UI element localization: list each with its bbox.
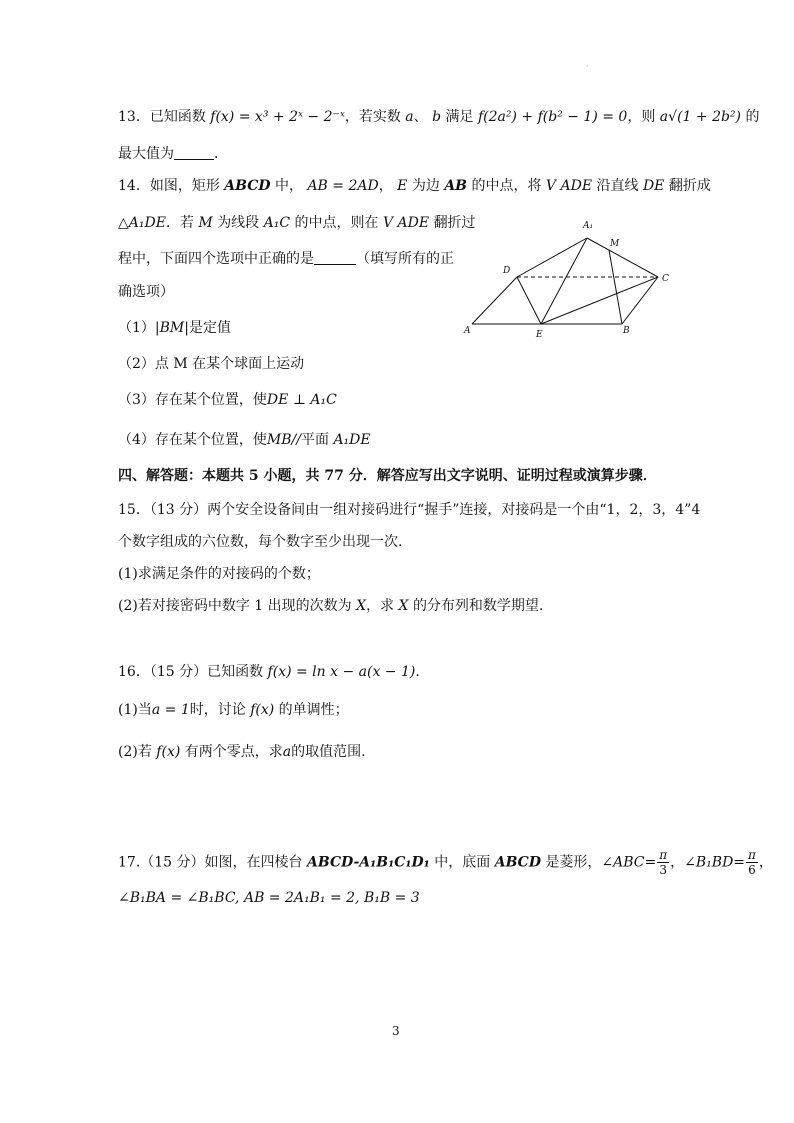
fold-figure [462,214,677,342]
edge-DE [517,277,541,324]
fold-diagram [462,214,677,342]
answer-blank [174,145,214,160]
q17-line-2: ∠B₁BA = ∠B₁BC, AB = 2A₁B₁ = 2, B₁B = 3 [118,890,420,906]
label-D: D [503,266,511,276]
q13-line-2: 最大值为 ． [118,146,228,162]
q14-line-1: 14．如图，矩形 ABCD 中， AB = 2AD， E 为边 AB 的中点，将 V ADE 沿直线 DE 翻折成 [118,178,711,194]
section-heading: 四、解答题：本题共 5 小题，共 77 分．解答应写出文字说明、证明过程或演算步骤． [118,468,657,484]
q15-part-2: (2)若对接密码中数字 1 出现的次数为 X，求 X 的分布列和数学期望. [118,598,544,614]
q15-line-1: 15．（13 分）两个安全设备间由一组对接码进行“握手”连接，对接码是一个由“1，2，3，4”4 [118,502,701,518]
q14-option-3: （3）存在某个位置，使DE ⊥ A₁C [118,392,337,408]
q14-line-2: △A₁DE．若 M 为线段 A₁C 的中点，则在 V ADE 翻折过 [118,215,476,231]
q16-part-1: (1)当a = 1时，讨论 f(x) 的单调性； [118,702,349,718]
q15-part-1: (1)求满足条件的对接码的个数； [118,566,320,582]
q17-line-1: 17.（15 分）如图，在四棱台 ABCD-A₁B₁C₁D₁ 中，底面 ABCD 是菱形，∠ABC= $\frac{\pi}{3}$ ，∠B₁BD= $\frac{\pi}{6}$ ， [118,848,773,877]
fraction-pi-over-6: $\frac{\pi}{6}$ [748,848,756,877]
q14-option-2: （2）点 M 在某个球面上运动 [118,356,305,372]
edge-AD [472,277,517,324]
q13-number: 13． [118,109,150,125]
label-E: E [536,330,543,340]
q13-target: a√(1 + 2b²) [659,109,742,125]
q14-number: 14． [118,178,150,194]
q14-line-4: 确选项） [118,284,174,300]
q14-line-3: 程中，下面四个选项中正确的是 （填写所有的正 [118,251,454,267]
q16-function: f(x) = ln x − a(x − 1) [267,664,416,680]
q14-option-1: （1）|BM|是定值 [118,320,231,336]
q16-line-1: 16．（15 分）已知函数 f(x) = ln x − a(x − 1). [118,664,420,680]
q13-expression: = x³ + 2ˣ − 2⁻ˣ [238,109,345,125]
label-C: C [662,274,669,284]
q14-option-4: （4）存在某个位置，使MB//平面 A₁DE [118,432,371,448]
q15-line-2: 个数字组成的六位数，每个数字至少出现一次. [118,534,403,550]
label-A1: A₁ [583,221,594,231]
label-B: B [623,326,630,336]
corner-mark: · [586,62,589,71]
label-A: A [464,326,471,336]
q13-line-1: 13．已知函数 f(x) = x³ + 2ˣ − 2⁻ˣ，若实数 a、 b 满足 f(2a²) + f(b² − 1) = 0，则 a√(1 + 2b²) 的 [118,109,760,125]
fraction-pi-over-3: $\frac{\pi}{3}$ [659,848,668,877]
page-number: 3 [392,1024,400,1038]
edge-BM [609,250,622,324]
edge-A1C [587,238,658,277]
q13-function: f(x) [210,109,235,125]
answer-blank [314,250,356,265]
label-M: M [610,239,620,249]
q16-part-2: (2)若 f(x) 有两个零点，求a的取值范围. [118,744,366,760]
q13-condition: f(2a²) + f(b² − 1) = 0 [477,109,628,125]
